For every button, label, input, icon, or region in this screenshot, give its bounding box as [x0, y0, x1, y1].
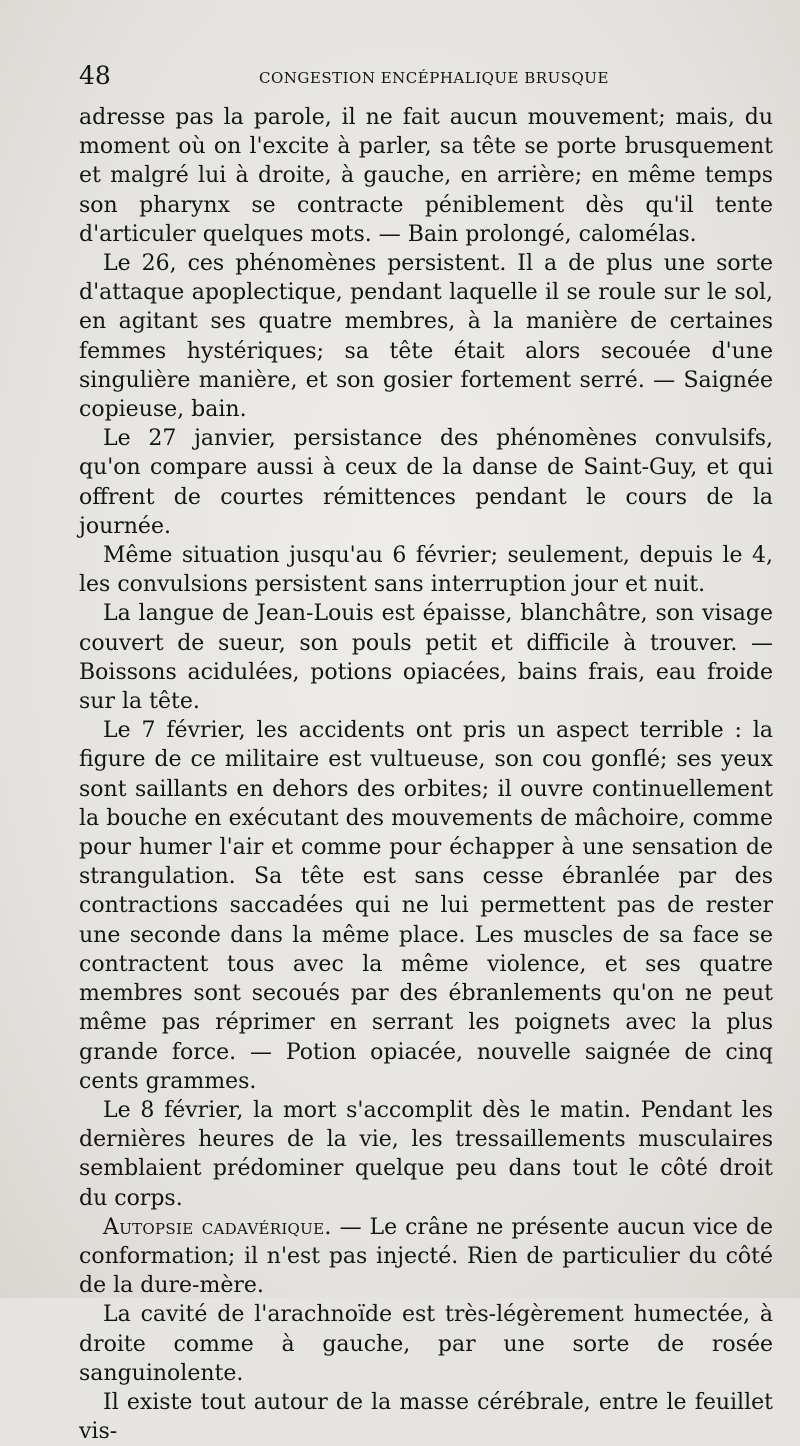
page-number: 48: [79, 61, 111, 90]
paragraph: Il existe tout autour de la masse cérébrale, entre le feuillet vis-: [79, 1389, 773, 1445]
paragraph: Le 26, ces phénomènes persistent. Il a de plus une sorte d'attaque apoplectique, pendant laquelle il se roule sur le sol, en agitant ses quatre membres, à la manière de certaines femmes hystériques; sa tête était alors secouée d'une singulière manière, et son gosier fortement serré. — Saignée copieuse, bain.: [79, 251, 773, 423]
paragraph: La langue de Jean-Louis est épaisse, blanchâtre, son visage couvert de sueur, son pouls petit et difficile à trouver. — Boissons acidulées, potions opiacées, bains frais, eau froide sur la tête.: [79, 601, 773, 715]
paragraph: La cavité de l'arachnoïde est très-légèrement humectée, à droite comme à gauche, par une sorte de rosée sanguinolente.: [79, 1302, 773, 1386]
paragraph: Même situation jusqu'au 6 février; seulement, depuis le 4, les convulsions persistent sans interruption jour et nuit.: [79, 543, 773, 598]
paragraph: Le 27 janvier, persistance des phénomènes convulsifs, qu'on compare aussi à ceux de la danse de Saint-Guy, et qui offrent de courtes rémittences pendant le cours de la journée.: [79, 426, 773, 539]
running-title: CONGESTION ENCÉPHALIQUE BRUSQUE: [259, 69, 609, 87]
page-header: [79, 60, 773, 94]
autopsy-text: — Le crâne ne présente aucun vice de conformation; il n'est pas injecté. Rien de particulier du côté de la dure-mère.: [79, 1214, 773, 1299]
paragraph: Le 8 février, la mort s'accomplit dès le matin. Pendant les dernières heures de la vie, les tressaillements musculaires semblaient prédominer quelque peu dans tout le côté droit du corps.: [79, 1097, 773, 1211]
paragraph: adresse pas la parole, il ne fait aucun mouvement; mais, du moment où on l'excite à parler, sa tête se porte brusquement et malgré lui à droite, à gauche, en arrière; en même temps son pharynx se contracte péniblement dès qu'il tente d'articuler quelques mots. — Bain prolongé, calomélas.: [79, 105, 773, 247]
body-text: [79, 103, 773, 1446]
autopsy-paragraph: [79, 1213, 773, 1301]
paragraph: Le 7 février, les accidents ont pris un aspect terrible : la figure de ce militaire est vultueuse, son cou gonflé; ses yeux sont saillants en dehors des orbites; il ouvre continuellement la bouche en exécutant des mouvements de mâchoire, comme pour humer l'air et comme pour échapper à une sensation de strangulation. Sa tête est sans cesse ébranlée par des contractions saccadées qui ne lui permettent pas de rester une seconde dans la même place. Les muscles de sa face se contractent tous avec la même violence, et ses quatre membres sont secoués par des ébranlements qu'on ne peut même pas réprimer en serrant les poignets avec la plus grande force. — Potion opiacée, nouvelle saignée de cinq cents grammes.: [79, 718, 773, 1094]
section-heading: Autopsie cadavérique.: [103, 1214, 332, 1240]
